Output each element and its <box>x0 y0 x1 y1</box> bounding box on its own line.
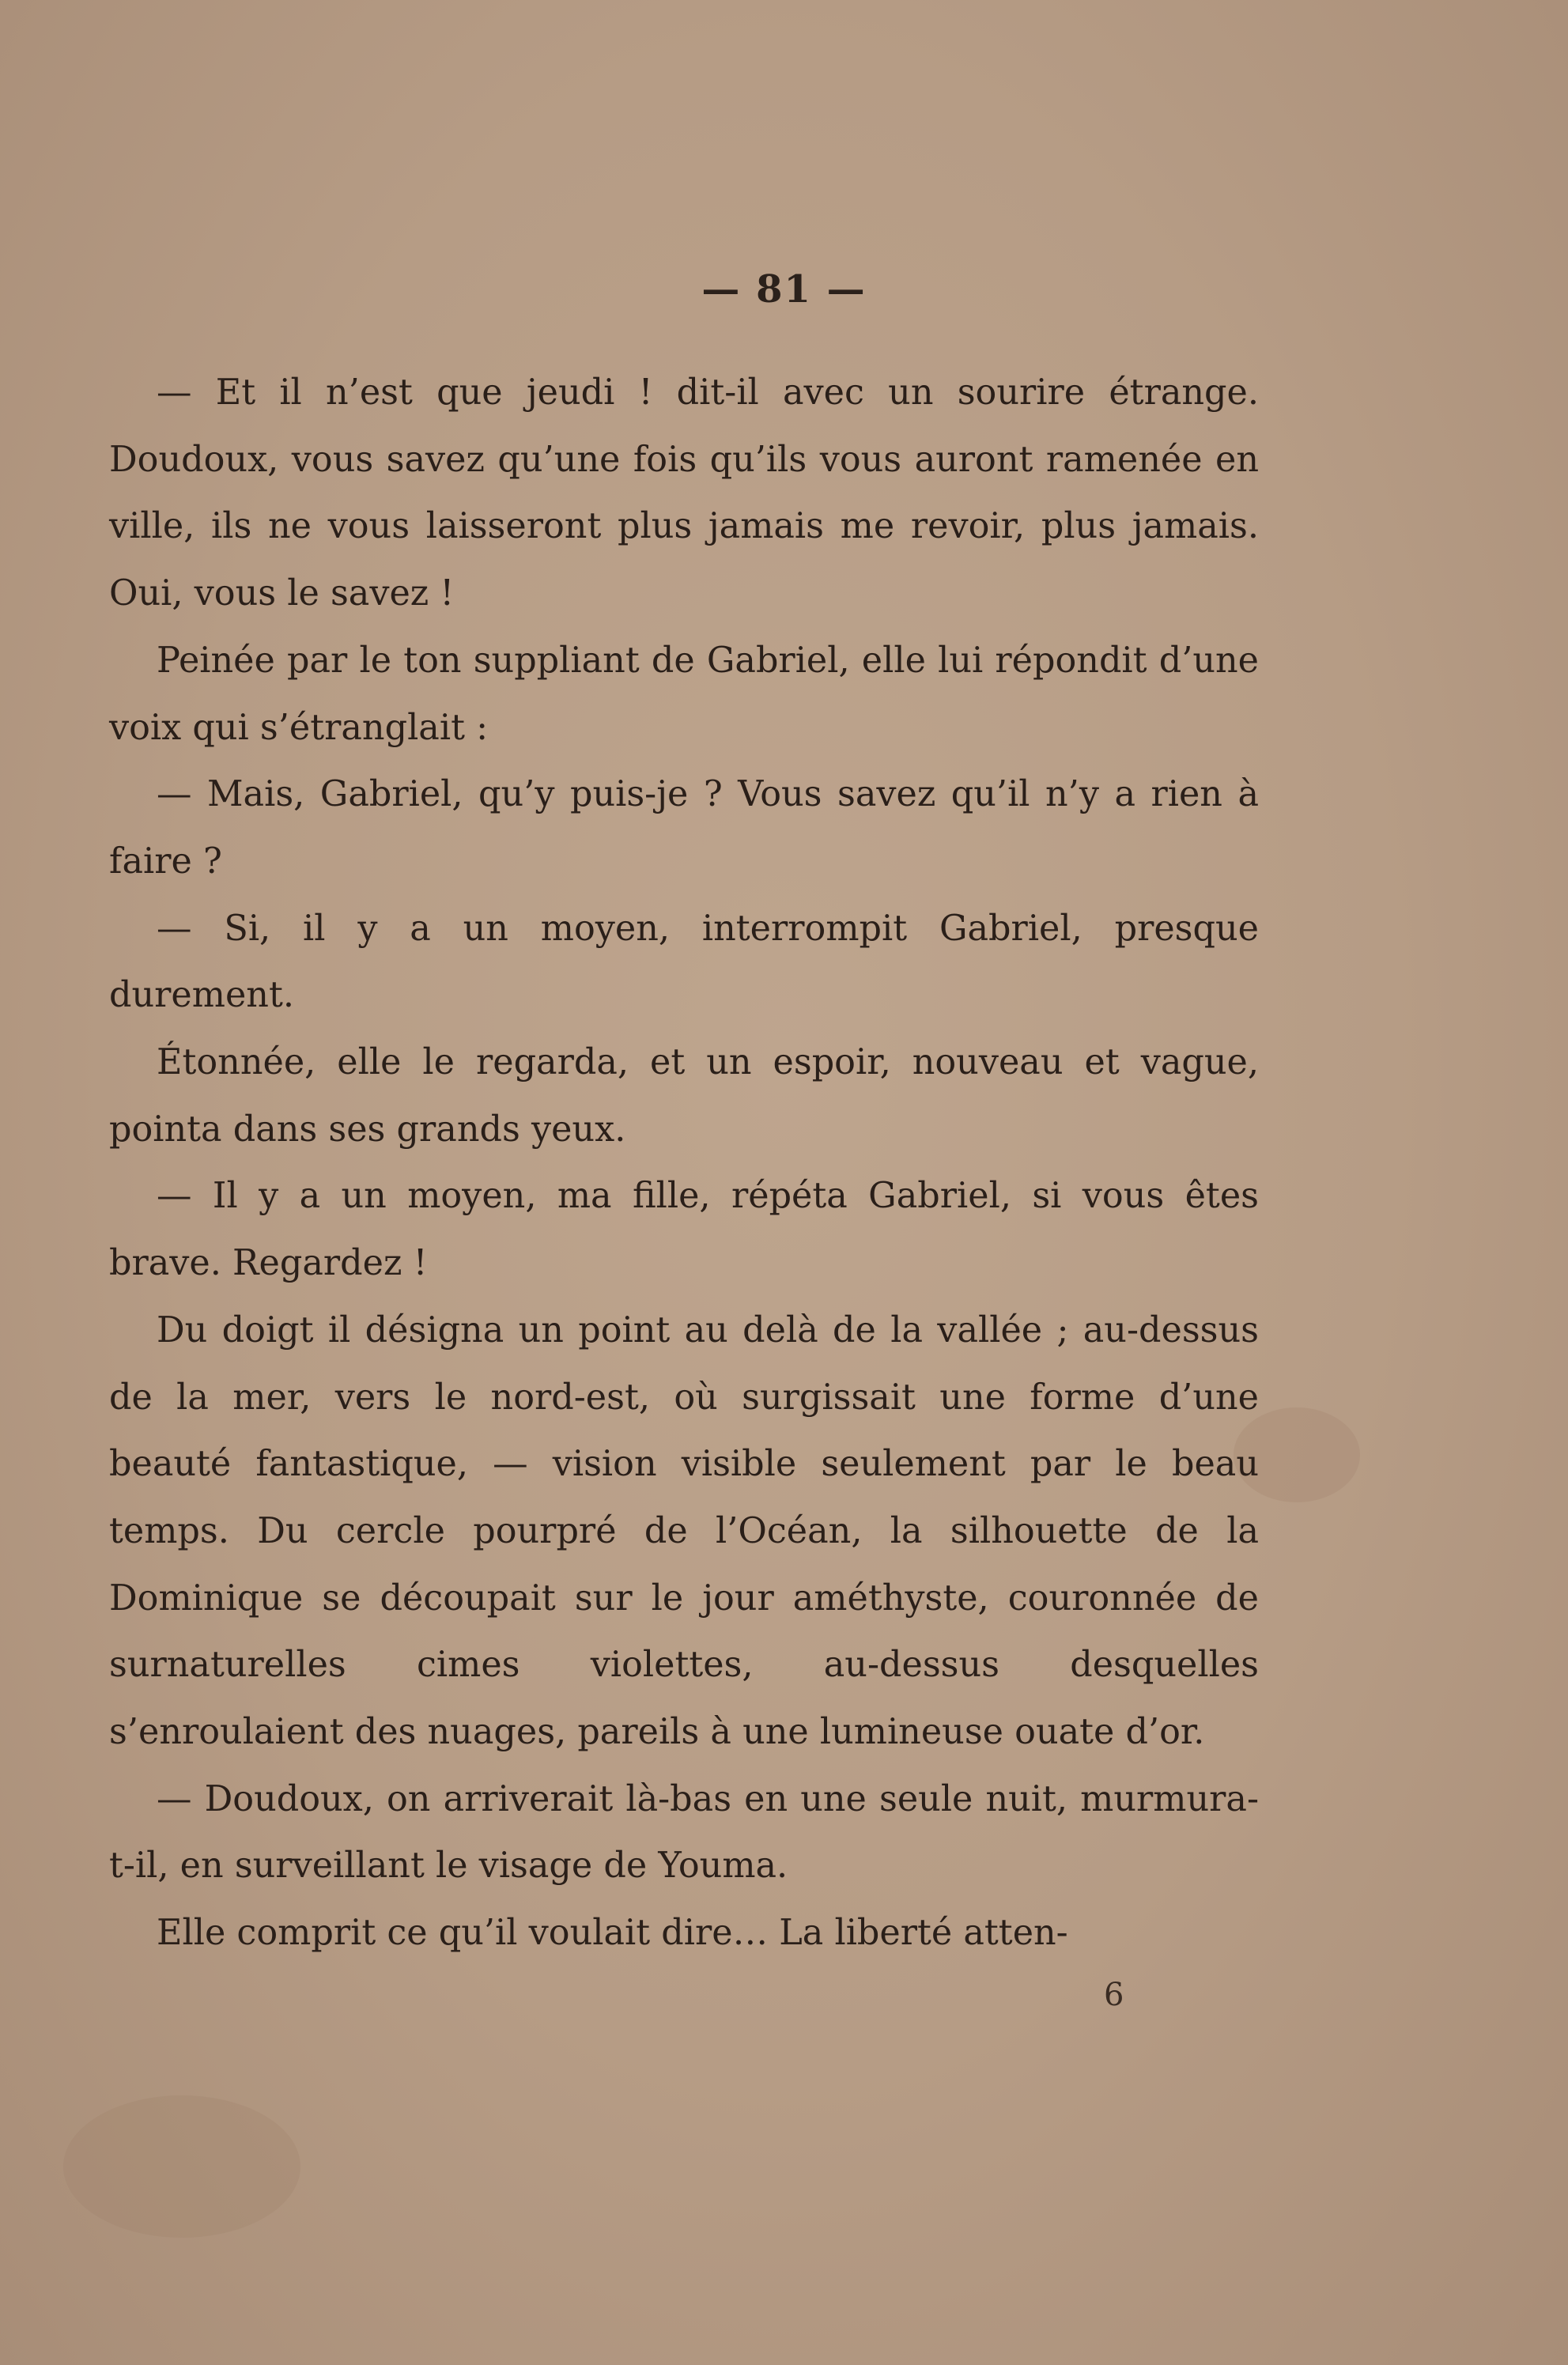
paragraph: Peinée par le ton suppliant de Gabriel, elle lui répondit d’une voix qui s’étranglait : <box>109 640 1259 748</box>
paragraph: Elle comprit ce qu’il voulait dire… La liberté atten- <box>157 1913 1068 1954</box>
paragraph: — Si, il y a un moyen, interrompit Gabriel, presque durement. <box>109 908 1259 1016</box>
paragraph: Étonnée, elle le regarda, et un espoir, nouveau et vague, pointa dans ses grands yeux. <box>109 1042 1259 1150</box>
signature-mark: 6 <box>1104 1977 1124 2013</box>
paragraph: — Il y a un moyen, ma fille, répéta Gabriel, si vous êtes brave. Regardez ! <box>109 1176 1259 1284</box>
body-text <box>109 360 1259 1967</box>
paragraph: — Mais, Gabriel, qu’y puis-je ? Vous savez qu’il n’y a rien à faire ? <box>109 774 1259 882</box>
paper-stain <box>63 2095 300 2238</box>
page-number-header: — 81 — <box>701 267 867 312</box>
paragraph: — Doudoux, on arriverait là-bas en une seule nuit, murmura-t-il, en surveillant le visage de Youma. <box>109 1778 1259 1887</box>
paragraph: — Et il n’est que jeudi ! dit-il avec un sourire étrange. Doudoux, vous savez qu’une fois qu’ils vous auront ramenée en ville, ils ne vous laisseront plus jamais me revoir, plus jamais. Oui, vous le savez ! <box>109 372 1259 614</box>
paragraph: Du doigt il désigna un point au delà de la vallée ; au-dessus de la mer, vers le nord-est, où surgissait une forme d’une beauté fantastique, — vision visible seulement par le beau temps. Du cercle pourpré de l’Océan, la silhouette de la Dominique se découpait sur le jour améthyste, couronnée de surnaturelles cimes violettes, au-dessus desquelles s’enroulaient des nuages, pareils à une lumineuse ouate d’or. <box>109 1309 1259 1753</box>
